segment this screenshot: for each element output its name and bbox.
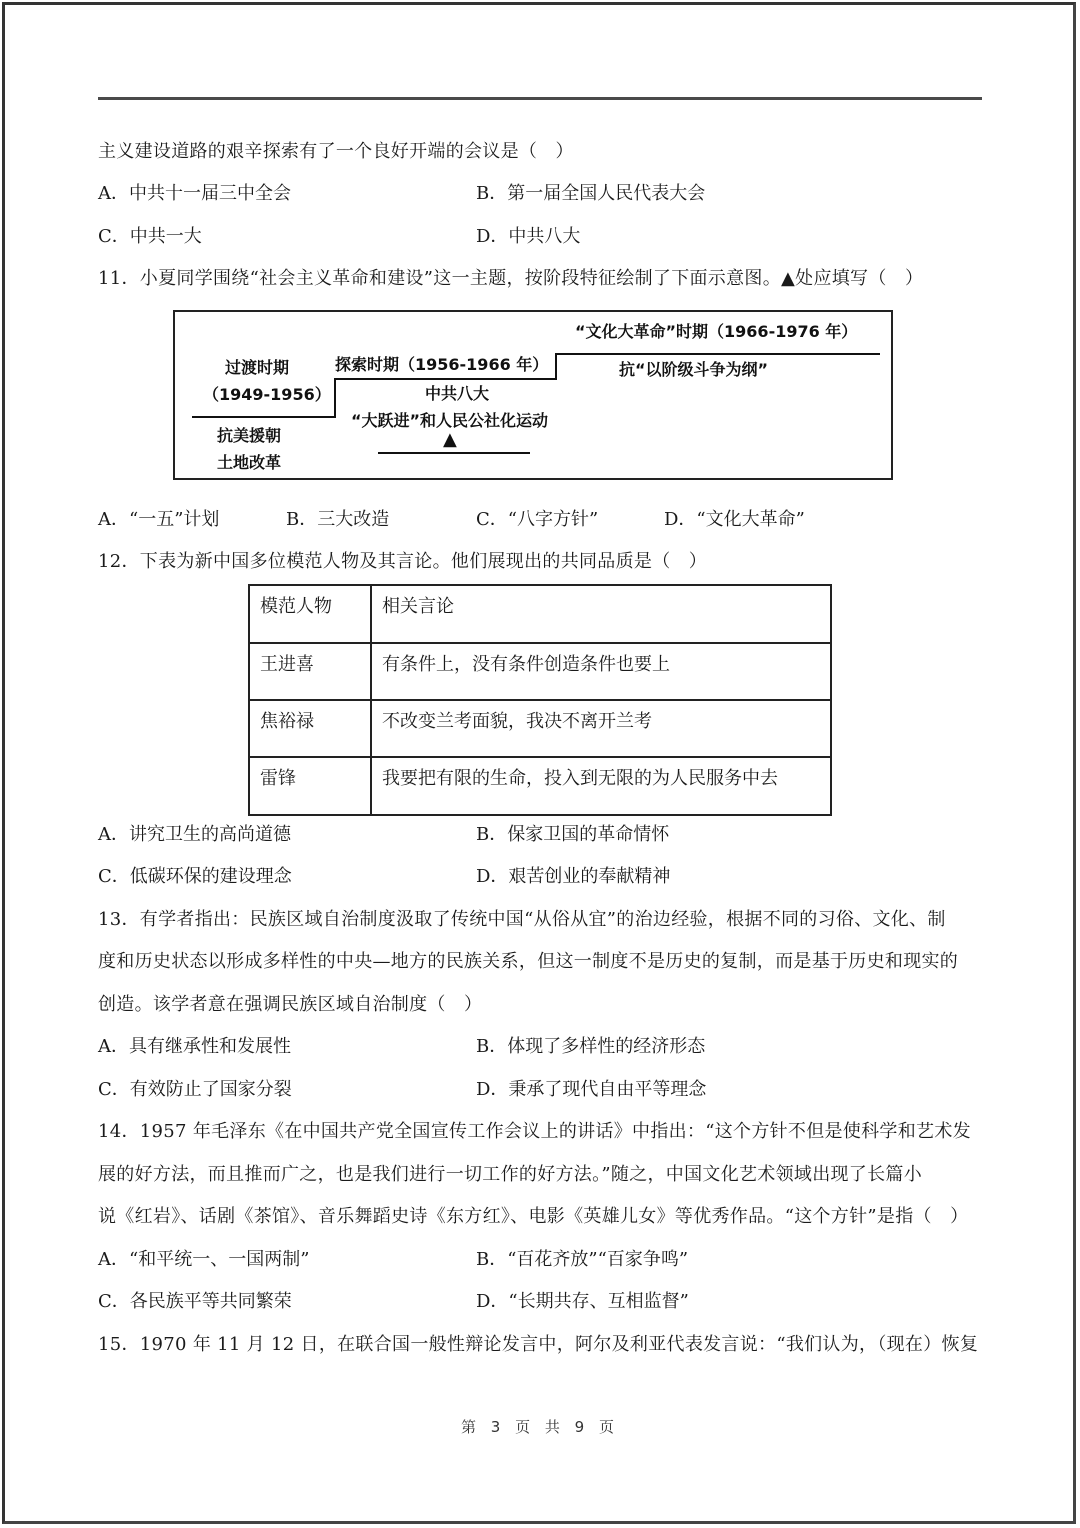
q14-option-b: B．“百花齐放”“百家争鸣” [476,1249,689,1270]
q11-option-d: D．“文化大革命” [664,509,805,530]
table-row [249,643,831,700]
stage1-item-2: 土地改革 [217,453,282,472]
triangle-marker-icon: ▲ [443,429,457,450]
table-row [249,757,831,815]
q14-option-a: A．“和平统一、一国两制” [98,1249,310,1270]
model-figures-table [248,584,832,816]
q13-stem-line-1: 13．有学者指出：民族区域自治制度汲取了传统中国“从俗从宜”的治边经验，根据不同的习俗、文化、制 [98,909,946,930]
q13-stem-line-3: 创造。该学者意在强调民族区域自治制度（ ） [98,994,483,1015]
q12-stem: 12．下表为新中国多位模范人物及其言论。他们展现出的共同品质是（ ） [98,551,708,572]
stage1-title: 过渡时期 [225,358,290,377]
q12-option-d: D．艰苦创业的奉献精神 [476,866,671,887]
table-cell-quote: 有条件上，没有条件创造条件也要上 [371,643,831,700]
q15-stem-line-1: 15．1970 年 11 月 12 日，在联合国一般性辩论发言中，阿尔及利亚代表发言说：“我们认为，（现在）恢复 [98,1334,979,1355]
table-cell-person: 焦裕禄 [249,700,371,757]
q11-option-c: C．“八字方针” [476,509,599,530]
q12-option-a: A．讲究卫生的高尚道德 [98,824,291,845]
q11-stage-diagram [173,310,893,480]
table-row [249,700,831,757]
table-header-cell: 相关言论 [371,585,831,643]
q14-option-d: D．“长期共存、互相监督” [476,1291,689,1312]
q10-stem-continuation: 主义建设道路的艰辛探索有了一个良好开端的会议是（ ） [98,141,574,162]
q11-option-b: B．三大改造 [286,509,390,530]
q14-stem-line-2: 展的好方法，而且推而广之，也是我们进行一切工作的好方法。”随之，中国文化艺术领域出现了长篇小 [98,1164,922,1185]
table-cell-quote: 不改变兰考面貌，我决不离开兰考 [371,700,831,757]
stage2-item-2: “大跃进”和人民公社化运动 [351,411,549,430]
stage3-title: “文化大革命”时期（1966-1976 年） [575,322,858,341]
stage2-item-1: 中共八大 [425,384,490,403]
q13-option-c: C．有效防止了国家分裂 [98,1079,292,1100]
q11-option-a: A．“一五”计划 [98,509,220,530]
q10-option-b: B．第一届全国人民代表大会 [476,183,706,204]
stage1-item-1: 抗美援朝 [217,426,282,445]
answer-blank-line [378,452,530,454]
header-rule [98,97,982,100]
q10-option-d: D．中共八大 [476,226,581,247]
page-number-footer: 第 3 页 共 9 页 [461,1418,619,1436]
table-cell-quote: 我要把有限的生命，投入到无限的为人民服务中去 [371,757,831,815]
table-header-row [249,585,831,643]
q13-option-b: B．体现了多样性的经济形态 [476,1036,706,1057]
q12-option-b: B．保家卫国的革命情怀 [476,824,670,845]
stage2-title: 探索时期（1956-1966 年） [335,355,549,374]
step2-riser [555,353,557,380]
table-cell-person: 王进喜 [249,643,371,700]
stage3-item-1: 抗“以阶级斗争为纲” [619,360,769,379]
stage2-baseline [334,378,556,380]
step1-riser [334,378,336,418]
q12-option-c: C．低碳环保的建设理念 [98,866,292,887]
q10-option-a: A．中共十一届三中全会 [98,183,291,204]
q13-stem-line-2: 度和历史状态以形成多样性的中央—地方的民族关系，但这一制度不是历史的复制，而是基于历史和现实的 [98,951,959,972]
q14-stem-line-1: 14．1957 年毛泽东《在中国共产党全国宣传工作会议上的讲话》中指出：“这个方针不但是使科学和艺术发 [98,1121,971,1142]
q13-option-d: D．秉承了现代自由平等理念 [476,1079,707,1100]
stage1-baseline [192,416,334,418]
q10-option-c: C．中共一大 [98,226,202,247]
q13-option-a: A．具有继承性和发展性 [98,1036,291,1057]
stage3-baseline [555,353,880,355]
q11-stem: 11．小夏同学围绕“社会主义革命和建设”这一主题，按阶段特征绘制了下面示意图。▲处应填写（ ） [98,268,924,289]
q14-stem-line-3: 说《红岩》、话剧《茶馆》、音乐舞蹈史诗《东方红》、电影《英雄儿女》等优秀作品。“这个方针”是指（ ） [98,1206,969,1227]
table-cell-person: 雷锋 [249,757,371,815]
table-header-cell: 模范人物 [249,585,371,643]
stage1-years: （1949-1956） [203,385,331,404]
q14-option-c: C．各民族平等共同繁荣 [98,1291,292,1312]
